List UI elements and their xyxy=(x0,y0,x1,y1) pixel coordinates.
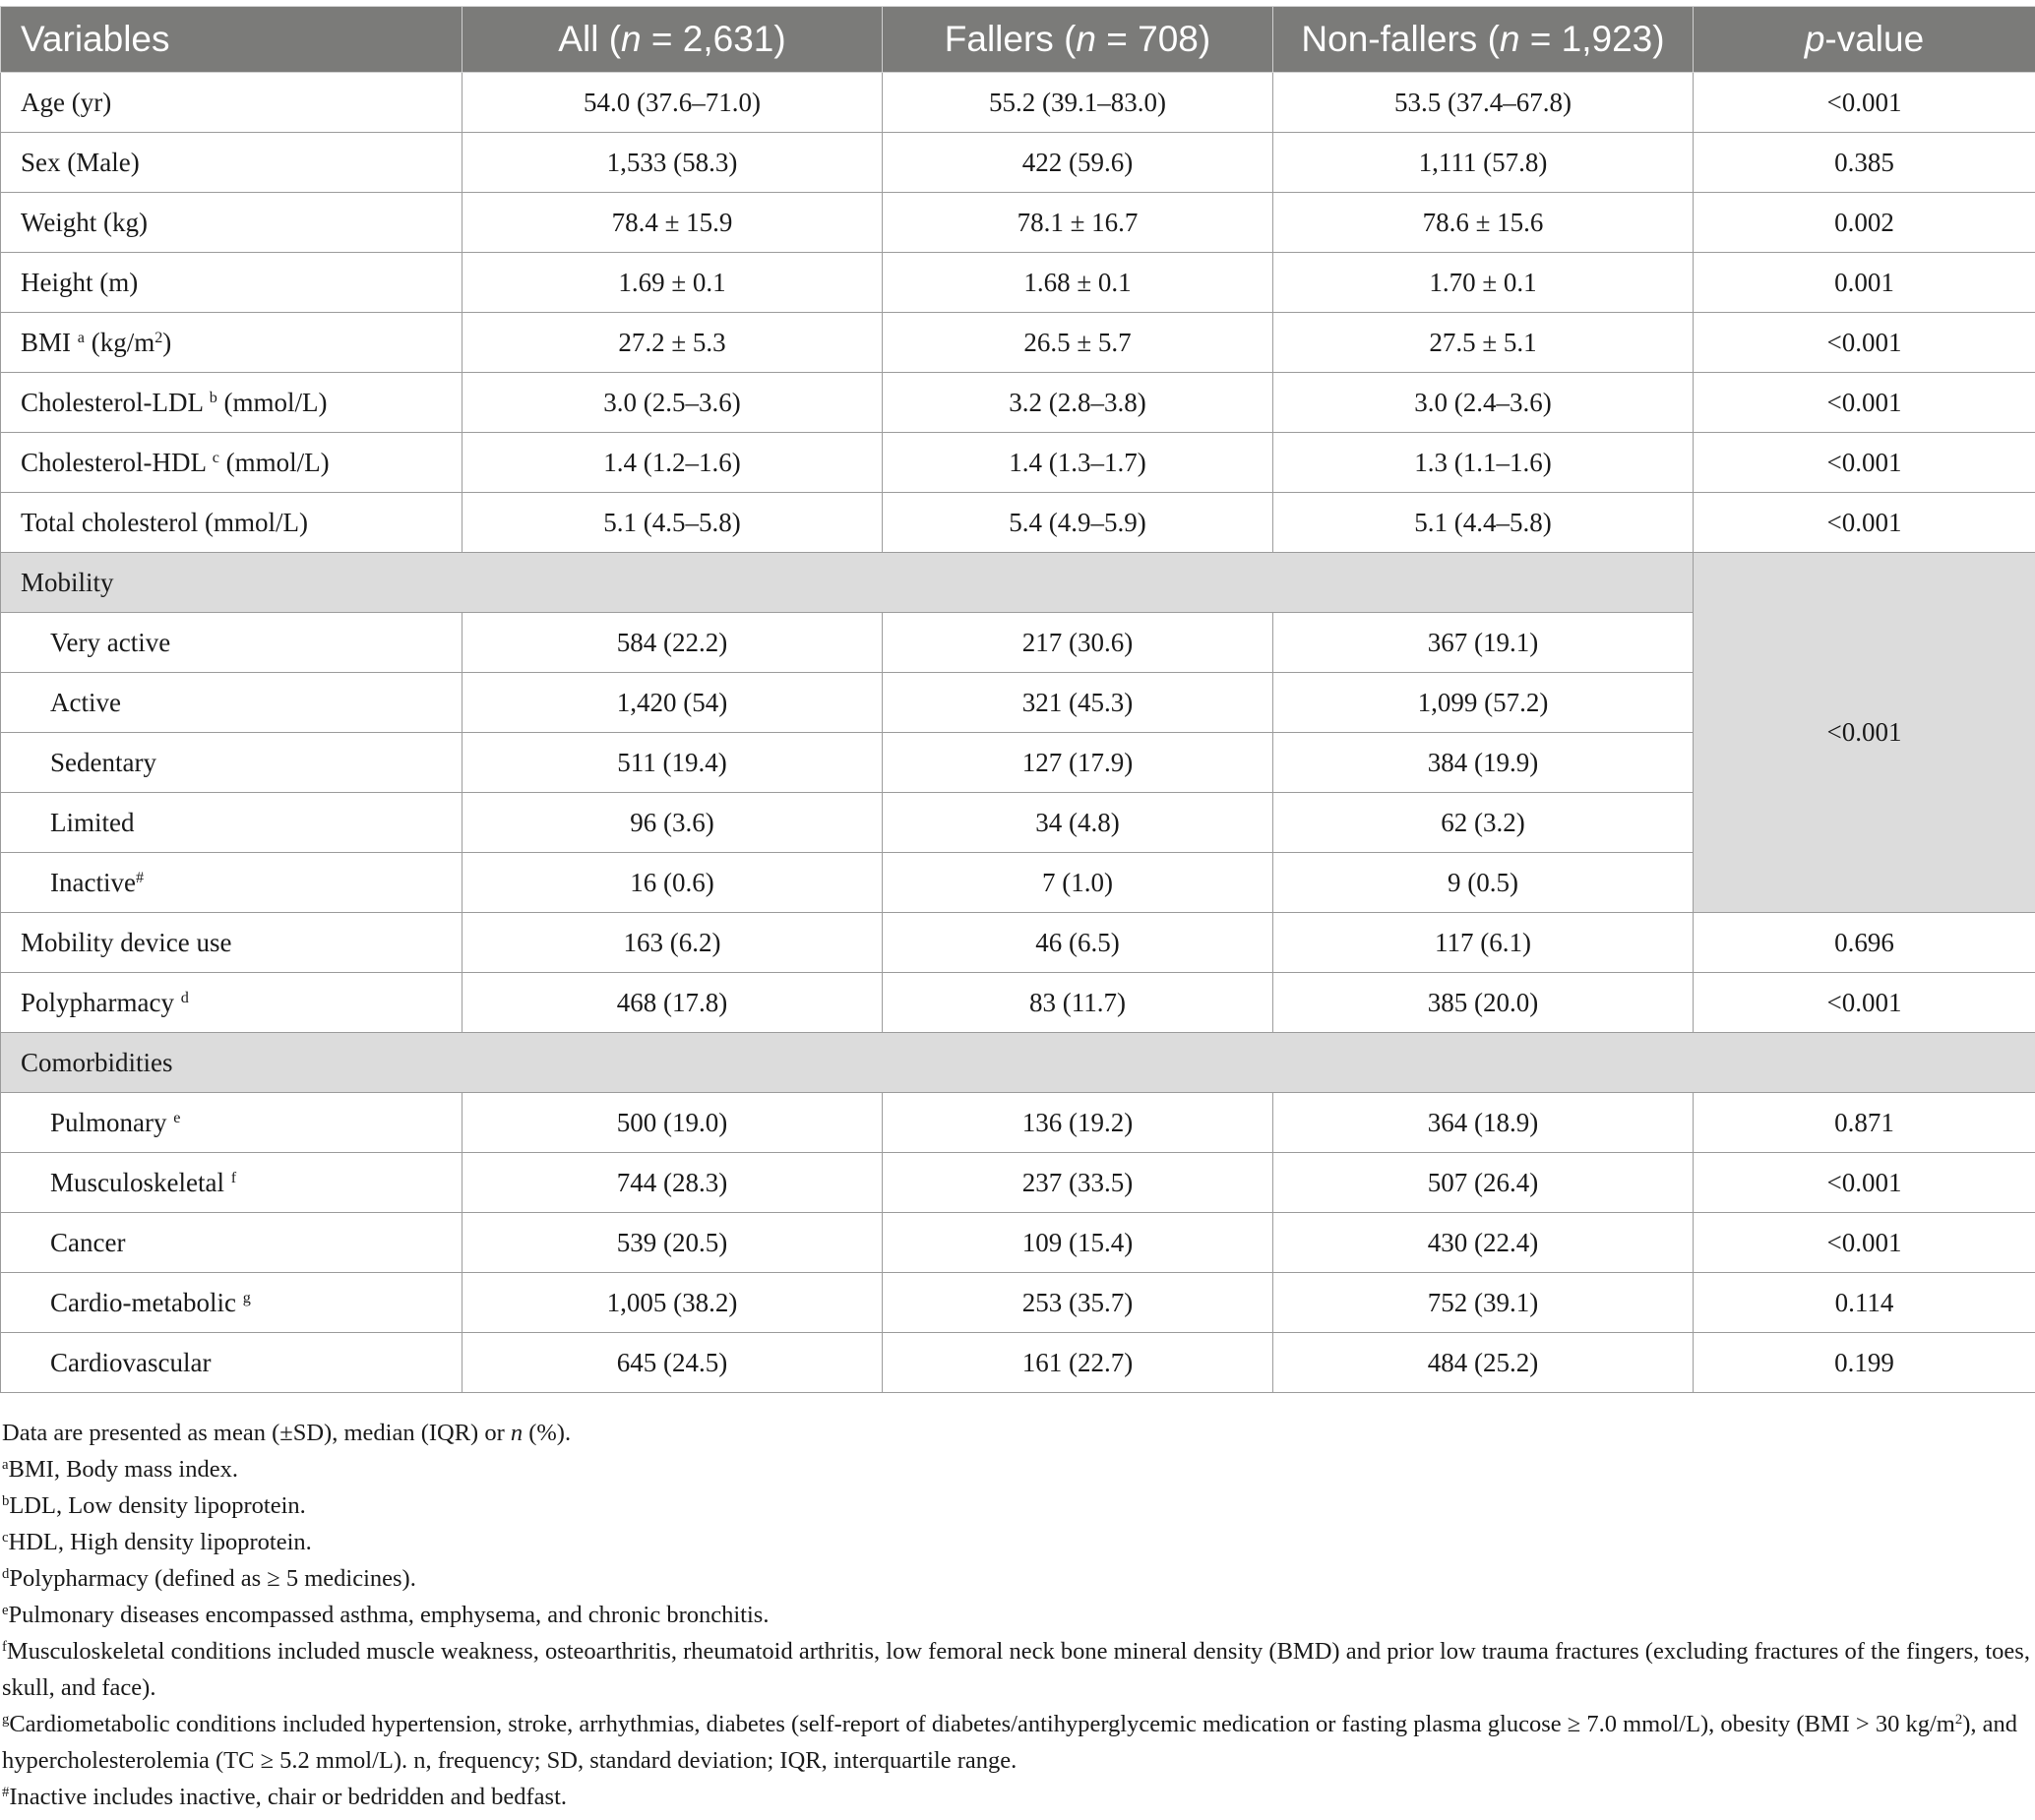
table-header-row xyxy=(1,7,2035,73)
footnote-marker: a xyxy=(77,328,85,346)
cell-nonfallers: 507 (26.4) xyxy=(1273,1153,1694,1213)
cell-p-value: <0.001 xyxy=(1694,973,2035,1033)
row-label: Inactive# xyxy=(1,853,462,913)
cell-p-value: <0.001 xyxy=(1694,433,2035,493)
table-row xyxy=(1,1333,2035,1393)
cell-all: 500 (19.0) xyxy=(462,1093,883,1153)
cell-fallers: 422 (59.6) xyxy=(883,133,1273,193)
cell-all: 1,420 (54) xyxy=(462,673,883,733)
footnote-hash: #Inactive includes inactive, chair or bedridden and bedfast. xyxy=(2,1784,568,1810)
cell-fallers: 26.5 ± 5.7 xyxy=(883,313,1273,373)
row-label: Polypharmacy $^d$ xyxy=(1,973,462,1033)
footnote-marker: d xyxy=(180,988,189,1006)
row-label: Cancer xyxy=(1,1213,462,1273)
cell-all: 1.4 (1.2–1.6) xyxy=(462,433,883,493)
footnote-marker: b xyxy=(209,388,217,406)
footnote-d: $^d$Polypharmacy (defined as ≥ 5 medicines). xyxy=(2,1565,416,1592)
table-row xyxy=(1,433,2035,493)
cell-fallers: 34 (4.8) xyxy=(883,793,1273,853)
row-label: Total cholesterol (mmol/L) xyxy=(1,493,462,553)
section-row-comorbidities xyxy=(1,1033,2035,1093)
cell-all: 5.1 (4.5–5.8) xyxy=(462,493,883,553)
footnote-b: $^b$LDL, Low density lipoprotein. xyxy=(2,1492,306,1519)
cell-nonfallers: 384 (19.9) xyxy=(1273,733,1694,793)
cell-p-value: <0.001 xyxy=(1694,73,2035,133)
table-row xyxy=(1,1153,2035,1213)
cell-fallers: 161 (22.7) xyxy=(883,1333,1273,1393)
cell-p-value: <0.001 xyxy=(1694,1213,2035,1273)
cell-p-value: 0.114 xyxy=(1694,1273,2035,1333)
cell-all: 1,005 (38.2) xyxy=(462,1273,883,1333)
row-label: Weight (kg) xyxy=(1,193,462,253)
table-row xyxy=(1,253,2035,313)
cell-p-value: <0.001 xyxy=(1694,1153,2035,1213)
header-nonfallers: Non-fallers (n = 1,923) xyxy=(1273,7,1694,73)
cell-fallers: 46 (6.5) xyxy=(883,913,1273,973)
header-all: All (n = 2,631) xyxy=(462,7,883,73)
row-label: Sex (Male) xyxy=(1,133,462,193)
section-row-mobility xyxy=(1,553,2035,613)
cell-p-value: 0.696 xyxy=(1694,913,2035,973)
cell-nonfallers: 1,099 (57.2) xyxy=(1273,673,1694,733)
footnote-data-presentation: Data are presented as mean (±SD), median (IQR) or n (%). xyxy=(2,1420,572,1446)
footnote-marker: e xyxy=(173,1108,181,1126)
footnote-marker: f xyxy=(230,1168,237,1186)
cell-fallers: 253 (35.7) xyxy=(883,1273,1273,1333)
cell-p-value: 0.385 xyxy=(1694,133,2035,193)
footnote-c: $^c$HDL, High density lipoprotein. xyxy=(2,1529,312,1555)
cell-nonfallers: 27.5 ± 5.1 xyxy=(1273,313,1694,373)
table-row xyxy=(1,1273,2035,1333)
row-label: Very active xyxy=(1,613,462,673)
cell-nonfallers: 484 (25.2) xyxy=(1273,1333,1694,1393)
cell-p-value: 0.002 xyxy=(1694,193,2035,253)
cell-all: 78.4 ± 15.9 xyxy=(462,193,883,253)
cell-fallers: 217 (30.6) xyxy=(883,613,1273,673)
header-variables: Variables xyxy=(1,7,462,73)
section-label: Comorbidities xyxy=(1,1033,2035,1093)
cell-p-value: 0.001 xyxy=(1694,253,2035,313)
row-label: BMI $^a$ $(kg/m^2)$ xyxy=(1,313,462,373)
cell-nonfallers: 5.1 (4.4–5.8) xyxy=(1273,493,1694,553)
row-label: Pulmonary $^e$ xyxy=(1,1093,462,1153)
row-label: Cholesterol-LDL $^b$ (mmol/L) xyxy=(1,373,462,433)
cell-all: 16 (0.6) xyxy=(462,853,883,913)
cell-p-value: <0.001 xyxy=(1694,373,2035,433)
cell-nonfallers: 430 (22.4) xyxy=(1273,1213,1694,1273)
cell-all: 645 (24.5) xyxy=(462,1333,883,1393)
cell-fallers: 1.4 (1.3–1.7) xyxy=(883,433,1273,493)
table-row xyxy=(1,1213,2035,1273)
table-row xyxy=(1,973,2035,1033)
footnote-f: $^f$Musculoskeletal conditions included muscle weakness, osteoarthritis, rheumatoid arthritis, low femoral neck bone mineral density (BMD) and prior low trauma fractures (excluding fractures of the fingers, toes, skull, and face). xyxy=(2,1638,2030,1701)
footnote-marker: # xyxy=(135,868,145,886)
characteristics-table xyxy=(0,6,2035,1393)
footnote-e: $^e$Pulmonary diseases encompassed asthma, emphysema, and chronic bronchitis. xyxy=(2,1602,770,1628)
row-label: Sedentary xyxy=(1,733,462,793)
cell-fallers: 237 (33.5) xyxy=(883,1153,1273,1213)
table-row xyxy=(1,313,2035,373)
cell-nonfallers: 62 (3.2) xyxy=(1273,793,1694,853)
cell-nonfallers: 117 (6.1) xyxy=(1273,913,1694,973)
cell-p-value: 0.199 xyxy=(1694,1333,2035,1393)
cell-fallers: 78.1 ± 16.7 xyxy=(883,193,1273,253)
cell-nonfallers: 3.0 (2.4–3.6) xyxy=(1273,373,1694,433)
footnote-marker: c xyxy=(212,448,219,466)
footnote-g: $^g$Cardiometabolic conditions included hypertension, stroke, arrhythmias, diabetes (self-report of diabetes/antihyperglycemic medication or fasting plasma glucose ≥ 7.0 mmol/L), obesity (BMI > 30 $kg/m^2$), and hypercholesterolemia (TC ≥ 5.2 mmol/L). n, frequency; SD, standard deviation; IQR, interquartile range. xyxy=(2,1711,2017,1774)
cell-fallers: 83 (11.7) xyxy=(883,973,1273,1033)
cell-all: 3.0 (2.5–3.6) xyxy=(462,373,883,433)
cell-nonfallers: 364 (18.9) xyxy=(1273,1093,1694,1153)
row-label: Active xyxy=(1,673,462,733)
cell-nonfallers: 1.3 (1.1–1.6) xyxy=(1273,433,1694,493)
row-label: Mobility device use xyxy=(1,913,462,973)
table-row xyxy=(1,1093,2035,1153)
cell-fallers: 136 (19.2) xyxy=(883,1093,1273,1153)
row-label: Cardio-metabolic $^g$ xyxy=(1,1273,462,1333)
cell-all: 1.69 ± 0.1 xyxy=(462,253,883,313)
cell-nonfallers: 367 (19.1) xyxy=(1273,613,1694,673)
footnote-a: $^a$BMI, Body mass index. xyxy=(2,1456,238,1483)
table-footnotes xyxy=(2,1415,2033,1815)
cell-all: 468 (17.8) xyxy=(462,973,883,1033)
cell-nonfallers: 1,111 (57.8) xyxy=(1273,133,1694,193)
table-row xyxy=(1,373,2035,433)
table-row xyxy=(1,493,2035,553)
cell-fallers: 109 (15.4) xyxy=(883,1213,1273,1273)
cell-p-value: <0.001 xyxy=(1694,553,2035,913)
cell-nonfallers: 9 (0.5) xyxy=(1273,853,1694,913)
cell-nonfallers: 1.70 ± 0.1 xyxy=(1273,253,1694,313)
table-row xyxy=(1,73,2035,133)
cell-p-value: <0.001 xyxy=(1694,313,2035,373)
row-label: Age (yr) xyxy=(1,73,462,133)
cell-fallers: 321 (45.3) xyxy=(883,673,1273,733)
cell-all: 27.2 ± 5.3 xyxy=(462,313,883,373)
footnote-marker: g xyxy=(242,1288,251,1306)
cell-all: 163 (6.2) xyxy=(462,913,883,973)
cell-fallers: 127 (17.9) xyxy=(883,733,1273,793)
cell-all: 539 (20.5) xyxy=(462,1213,883,1273)
row-label: Musculoskeletal $^f$ xyxy=(1,1153,462,1213)
row-label: Cholesterol-HDL $^c$ (mmol/L) xyxy=(1,433,462,493)
cell-nonfallers: 78.6 ± 15.6 xyxy=(1273,193,1694,253)
cell-p-value: 0.871 xyxy=(1694,1093,2035,1153)
cell-all: 584 (22.2) xyxy=(462,613,883,673)
cell-nonfallers: 385 (20.0) xyxy=(1273,973,1694,1033)
cell-fallers: 3.2 (2.8–3.8) xyxy=(883,373,1273,433)
cell-fallers: 1.68 ± 0.1 xyxy=(883,253,1273,313)
cell-fallers: 5.4 (4.9–5.9) xyxy=(883,493,1273,553)
cell-fallers: 55.2 (39.1–83.0) xyxy=(883,73,1273,133)
section-label: Mobility xyxy=(1,553,1694,613)
row-label: Limited xyxy=(1,793,462,853)
row-label: Height (m) xyxy=(1,253,462,313)
table-row xyxy=(1,193,2035,253)
cell-nonfallers: 752 (39.1) xyxy=(1273,1273,1694,1333)
cell-all: 744 (28.3) xyxy=(462,1153,883,1213)
cell-all: 511 (19.4) xyxy=(462,733,883,793)
cell-fallers: 7 (1.0) xyxy=(883,853,1273,913)
cell-p-value: <0.001 xyxy=(1694,493,2035,553)
cell-all: 54.0 (37.6–71.0) xyxy=(462,73,883,133)
row-label: Cardiovascular xyxy=(1,1333,462,1393)
table-row xyxy=(1,913,2035,973)
cell-all: 1,533 (58.3) xyxy=(462,133,883,193)
header-fallers: Fallers (n = 708) xyxy=(883,7,1273,73)
header-p-value: p-value xyxy=(1694,7,2035,73)
table-row xyxy=(1,133,2035,193)
cell-nonfallers: 53.5 (37.4–67.8) xyxy=(1273,73,1694,133)
cell-all: 96 (3.6) xyxy=(462,793,883,853)
